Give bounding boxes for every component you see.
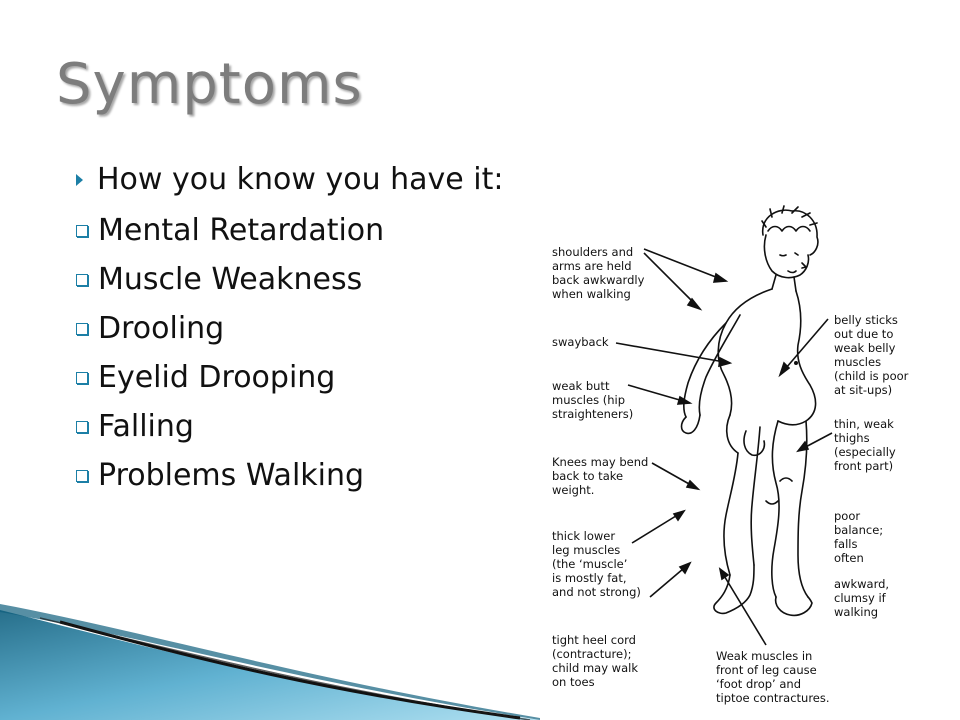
symptom-text: Eyelid Drooping <box>98 360 336 395</box>
label-knees: Knees may bend back to take weight. <box>552 455 649 497</box>
body-illustration <box>540 205 960 720</box>
list-item <box>76 353 384 402</box>
symptom-text: Falling <box>98 409 194 444</box>
symptom-list <box>76 206 384 500</box>
list-item <box>76 255 384 304</box>
label-belly: belly sticks out due to weak belly muscles (child is poor at sit-ups) <box>834 313 909 397</box>
symptom-text: Problems Walking <box>98 458 365 493</box>
intro-text: How you know you have it: <box>97 162 504 197</box>
square-bullet-icon <box>76 225 88 237</box>
ribbon-decoration <box>0 600 540 720</box>
label-swayback: swayback <box>552 335 609 349</box>
list-item <box>76 402 384 451</box>
list-item <box>76 206 384 255</box>
intro-bullet <box>76 162 503 197</box>
square-bullet-icon <box>76 274 88 286</box>
label-weak-butt: weak butt muscles (hip straighteners) <box>552 379 634 421</box>
triangle-arrow-icon <box>76 174 83 186</box>
symptom-text: Drooling <box>98 311 225 346</box>
square-bullet-icon <box>76 372 88 384</box>
label-awkward: awkward, clumsy if walking <box>834 577 890 619</box>
list-item <box>76 451 384 500</box>
label-thighs: thin, weak thighs (especially front part) <box>834 417 896 473</box>
label-lower-leg: thick lower leg muscles (the ‘muscle’ is mostly fat, and not strong) <box>552 529 641 599</box>
symptom-text: Muscle Weakness <box>98 262 363 297</box>
label-balance: poor balance; falls often <box>834 509 884 565</box>
symptom-text: Mental Retardation <box>98 213 385 248</box>
square-bullet-icon <box>76 421 88 433</box>
label-front-leg: Weak muscles in front of leg cause ‘foot drop’ and tiptoe contractures. <box>716 649 830 705</box>
square-bullet-icon <box>76 323 88 335</box>
list-item <box>76 304 384 353</box>
square-bullet-icon <box>76 470 88 482</box>
slide-title: Symptoms <box>56 52 363 117</box>
label-shoulders: shoulders and arms are held back awkwardly when walking <box>552 245 645 301</box>
label-heel-cord: tight heel cord (contracture); child may walk on toes <box>552 633 638 689</box>
